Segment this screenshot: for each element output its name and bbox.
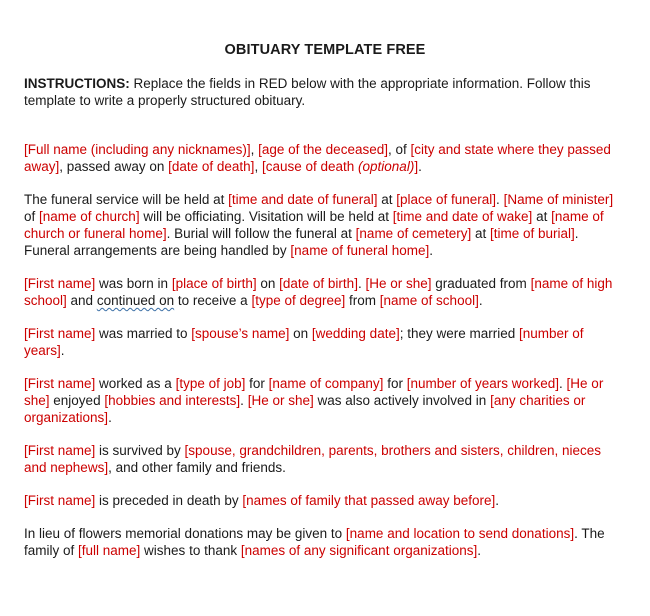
paragraph-text: . bbox=[495, 493, 500, 508]
paragraph-text: , and other family and friends. bbox=[108, 460, 286, 475]
paragraph-text: was married to bbox=[95, 326, 192, 341]
obituary-paragraph bbox=[24, 442, 626, 476]
obituary-paragraph bbox=[24, 325, 626, 359]
placeholder-field: [names of any significant organizations] bbox=[240, 543, 478, 558]
placeholder-field: [names of family that passed away before] bbox=[242, 493, 496, 508]
placeholder-field: [name and location to send donations] bbox=[345, 526, 575, 541]
paragraph-text: for bbox=[383, 376, 407, 391]
placeholder-field: [First name] bbox=[24, 376, 96, 391]
placeholder-field: [cause of death bbox=[261, 159, 359, 174]
placeholder-field: [First name] bbox=[24, 443, 96, 458]
placeholder-field: [name of high school] bbox=[24, 276, 613, 308]
placeholder-field: [name of church] bbox=[39, 209, 140, 224]
paragraph-text: , of bbox=[387, 142, 411, 157]
placeholder-field: [name of church or funeral home] bbox=[24, 209, 604, 241]
paragraph-text: was also actively involved in bbox=[313, 393, 491, 408]
paragraph-text: worked as a bbox=[95, 376, 176, 391]
paragraph-text: The funeral service will be held at bbox=[24, 192, 229, 207]
placeholder-field: [Full name (including any nicknames)] bbox=[24, 142, 251, 157]
paragraph-text: for bbox=[245, 376, 269, 391]
paragraph-text: . bbox=[477, 543, 482, 558]
placeholder-field: [wedding date] bbox=[311, 326, 400, 341]
obituary-paragraph bbox=[24, 191, 626, 259]
placeholder-field: [name of company] bbox=[268, 376, 384, 391]
paragraph-text: . bbox=[429, 243, 434, 258]
instructions-paragraph bbox=[24, 75, 626, 109]
obituary-paragraph bbox=[24, 492, 626, 509]
document-title: OBITUARY TEMPLATE FREE bbox=[224, 42, 426, 58]
paragraph-text: enjoyed bbox=[49, 393, 105, 408]
paragraph-text: . bbox=[418, 159, 422, 174]
obituary-paragraph bbox=[24, 141, 626, 175]
placeholder-field: [date of birth] bbox=[279, 276, 358, 291]
placeholder-field: [type of job] bbox=[175, 376, 246, 391]
placeholder-field: (optional) bbox=[358, 159, 415, 174]
paragraph-text: to receive a bbox=[174, 293, 252, 308]
paragraph-text: graduated from bbox=[431, 276, 531, 291]
paragraph-text: is preceded in death by bbox=[95, 493, 243, 508]
paragraph-text: at bbox=[377, 192, 397, 207]
placeholder-field: [First name] bbox=[24, 276, 96, 291]
placeholder-field: [age of the deceased] bbox=[258, 142, 388, 157]
paragraph-text: In lieu of flowers memorial donations may be given to bbox=[24, 526, 346, 541]
instructions-text: Replace the fields in RED below with the appropriate information. Follow this template to write a properly structured obituary. bbox=[24, 76, 591, 108]
paragraph-text: . bbox=[478, 293, 483, 308]
placeholder-field: [name of funeral home] bbox=[290, 243, 430, 258]
paragraph-text: at bbox=[532, 209, 552, 224]
placeholder-field: [name of school] bbox=[379, 293, 479, 308]
paragraph-text: ; they were married bbox=[399, 326, 520, 341]
paragraph-text: on bbox=[256, 276, 280, 291]
paragraph-text: and bbox=[66, 293, 97, 308]
placeholder-field: [hobbies and interests] bbox=[104, 393, 241, 408]
placeholder-field: [place of funeral] bbox=[396, 192, 497, 207]
paragraph-text: . bbox=[60, 343, 65, 358]
placeholder-field: [full name] bbox=[78, 543, 141, 558]
paragraph-text: at bbox=[471, 226, 490, 241]
placeholder-field: [type of degree] bbox=[251, 293, 346, 308]
paragraph-text: is survived by bbox=[95, 443, 185, 458]
paragraph-text: . Burial will follow the funeral at bbox=[166, 226, 356, 241]
paragraph-text: . bbox=[240, 393, 248, 408]
paragraph-text: was born in bbox=[95, 276, 172, 291]
placeholder-field: [any charities or organizations] bbox=[24, 393, 586, 425]
placeholder-field: [city and state where they passed away] bbox=[24, 142, 611, 174]
paragraph-text: . bbox=[496, 192, 504, 207]
spellcheck-flagged-text: continued on bbox=[96, 293, 175, 308]
placeholder-field: [number of years] bbox=[24, 326, 584, 358]
instructions-label: INSTRUCTIONS: bbox=[24, 76, 130, 91]
paragraph-text: , bbox=[254, 159, 262, 174]
placeholder-field: [time of burial] bbox=[490, 226, 575, 241]
placeholder-field: [number of years worked] bbox=[406, 376, 560, 391]
placeholder-field: [Name of minister] bbox=[503, 192, 614, 207]
obituary-paragraph bbox=[24, 275, 626, 309]
placeholder-field: [First name] bbox=[24, 493, 96, 508]
placeholder-field: [spouse’s name] bbox=[191, 326, 290, 341]
placeholder-field: [time and date of funeral] bbox=[228, 192, 378, 207]
paragraph-text: . The family of bbox=[24, 526, 605, 558]
paragraph-text: . bbox=[108, 410, 112, 425]
placeholder-field: ] bbox=[414, 159, 419, 174]
paragraph-text: . bbox=[357, 276, 366, 291]
paragraph-text: , bbox=[250, 142, 259, 157]
placeholder-field: [name of cemetery] bbox=[355, 226, 472, 241]
paragraph-text: . bbox=[559, 376, 567, 391]
paragraph-text: will be officiating. Visitation will be held at bbox=[139, 209, 393, 224]
placeholder-field: [He or she] bbox=[24, 376, 604, 408]
obituary-body bbox=[24, 141, 626, 559]
placeholder-field: [date of death] bbox=[168, 159, 255, 174]
obituary-paragraph bbox=[24, 375, 626, 426]
paragraph-text: on bbox=[289, 326, 312, 341]
placeholder-field: [He or she] bbox=[365, 276, 432, 291]
placeholder-field: [spouse, grandchildren, parents, brothers and sisters, children, nieces and nephews] bbox=[24, 443, 602, 475]
paragraph-text: , passed away on bbox=[59, 159, 169, 174]
paragraph-text: from bbox=[345, 293, 380, 308]
paragraph-text: wishes to thank bbox=[140, 543, 241, 558]
placeholder-field: [First name] bbox=[24, 326, 96, 341]
placeholder-field: [place of birth] bbox=[171, 276, 257, 291]
placeholder-field: [time and date of wake] bbox=[392, 209, 533, 224]
obituary-paragraph bbox=[24, 525, 626, 559]
paragraph-text: of bbox=[24, 209, 40, 224]
placeholder-field: [He or she] bbox=[247, 393, 314, 408]
paragraph-text: . Funeral arrangements are being handled by bbox=[24, 226, 579, 258]
